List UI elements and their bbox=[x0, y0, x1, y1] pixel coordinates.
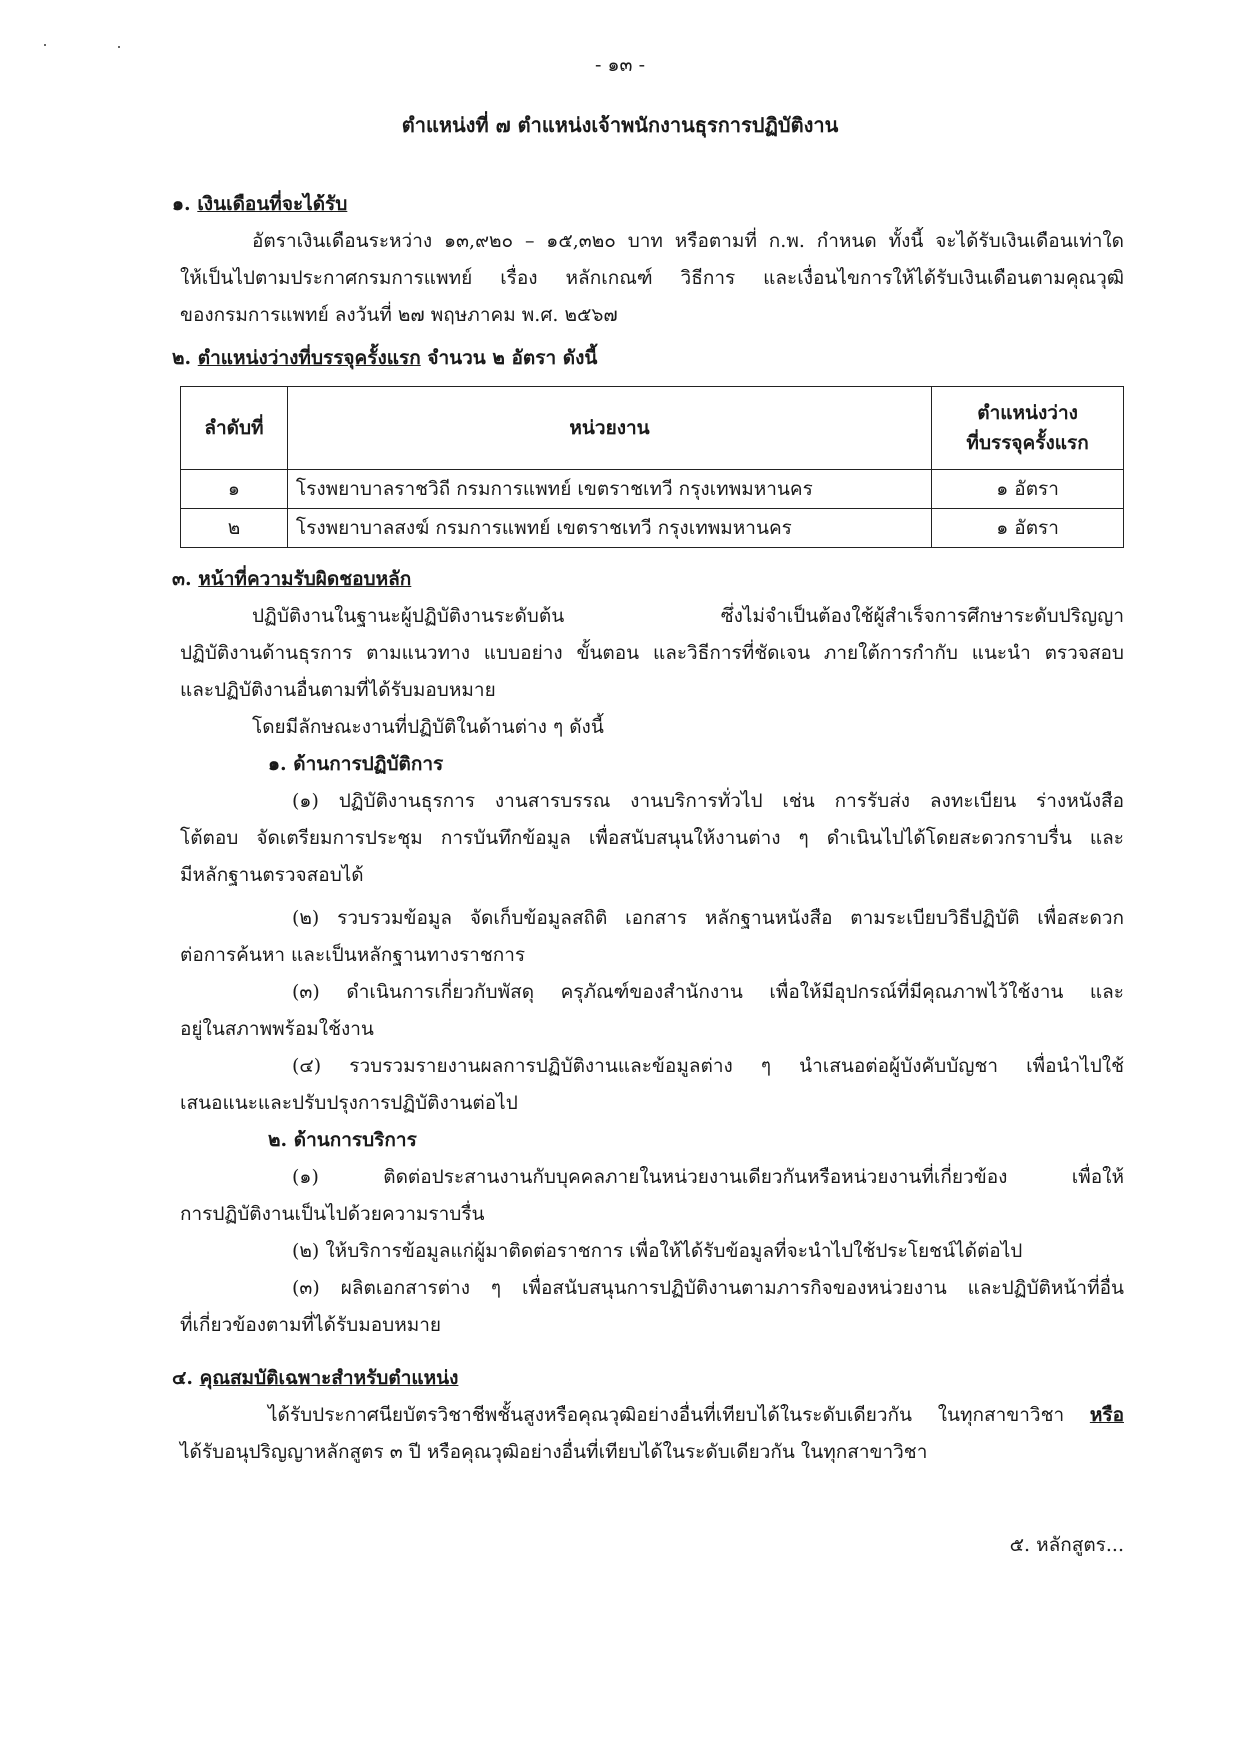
section-4-title: คุณสมบัติเฉพาะสำหรับตำแหน่ง bbox=[199, 1367, 459, 1389]
vacancy-table bbox=[180, 386, 1124, 548]
section-4-heading bbox=[172, 1365, 458, 1391]
header-vacancy-line-2: ที่บรรจุครั้งแรก bbox=[966, 432, 1089, 454]
row-count: ๑ อัตรา bbox=[932, 470, 1124, 509]
qualification-text-1: ได้รับประกาศนียบัตรวิชาชีพชั้นสูงหรือคุณวุฒิอย่างอื่นที่เทียบได้ในระดับเดียวกัน ในทุกสาขาวิชา bbox=[268, 1404, 1065, 1426]
section-2-title: ตำแหน่งว่างที่บรรจุครั้งแรก bbox=[197, 347, 421, 369]
ops-item-4-line-1: (๔) รวบรวมรายงานผลการปฏิบัติงานและข้อมูลต่าง ๆ นำเสนอต่อผู้บังคับบัญชา เพื่อนำไปใช้ bbox=[292, 1055, 1124, 1077]
duty-lead: โดยมีลักษณะงานที่ปฏิบัติในด้านต่าง ๆ ดังนี้ bbox=[252, 716, 604, 738]
header-vacancy-line-1: ตำแหน่งว่าง bbox=[977, 402, 1078, 424]
ops-item-3-line-2: อยู่ในสภาพพร้อมใช้งาน bbox=[180, 1018, 374, 1040]
section-3-heading bbox=[172, 566, 411, 592]
salary-line-1: อัตราเงินเดือนระหว่าง ๑๓,๙๒๐ – ๑๕,๓๒๐ บาท หรือตามที่ ก.พ. กำหนด ทั้งนี้ จะได้รับเงินเดือนเท่าใด bbox=[252, 230, 1124, 252]
ops-item-3-line-1: (๓) ดำเนินการเกี่ยวกับพัสดุ ครุภัณฑ์ของสำนักงาน เพื่อให้มีอุปกรณ์ที่มีคุณภาพไว้ใช้งาน และ bbox=[292, 981, 1124, 1003]
svc-item-1-line-1: (๑) ติดต่อประสานงานกับบุคคลภายในหน่วยงานเดียวกันหรือหน่วยงานที่เกี่ยวข้อง เพื่อให้ bbox=[292, 1166, 1124, 1188]
row-order: ๒ bbox=[181, 509, 288, 548]
duty-intro-line-2: ปฏิบัติงานด้านธุรการ ตามแนวทาง แบบอย่าง ขั้นตอน และวิธีการที่ชัดเจน ภายใต้การกำกับ แนะนำ ตรวจสอบ bbox=[180, 642, 1124, 664]
duty-intro-line-1: ปฏิบัติงานในฐานะผู้ปฏิบัติงานระดับต้น ซึ่งไม่จำเป็นต้องใช้ผู้สำเร็จการศึกษาระดับปริญญา bbox=[252, 605, 1124, 627]
row-count: ๑ อัตรา bbox=[932, 509, 1124, 548]
section-1-title: เงินเดือนที่จะได้รับ bbox=[197, 193, 348, 215]
section-3-number: ๓. bbox=[172, 568, 192, 590]
section-1-number: ๑. bbox=[172, 193, 191, 215]
section-2-heading bbox=[172, 345, 597, 371]
row-unit: โรงพยาบาลสงฆ์ กรมการแพทย์ เขตราชเทวี กรุงเทพมหานคร bbox=[287, 509, 931, 548]
section-1-heading bbox=[172, 191, 347, 217]
section-2-count: จำนวน ๒ อัตรา ดังนี้ bbox=[420, 347, 598, 369]
salary-line-3: ของกรมการแพทย์ ลงวันที่ ๒๗ พฤษภาคม พ.ศ. ๒๕๖๗ bbox=[180, 304, 618, 326]
qualification-or: หรือ bbox=[1089, 1404, 1124, 1426]
ops-item-2-line-1: (๒) รวบรวมข้อมูล จัดเก็บข้อมูลสถิติ เอกสาร หลักฐานหนังสือ ตามระเบียบวิธีปฏิบัติ เพื่อสะดวก bbox=[292, 907, 1124, 929]
section-4-number: ๔. bbox=[172, 1367, 193, 1389]
header-unit: หน่วยงาน bbox=[287, 387, 931, 470]
svc-item-1-line-2: การปฏิบัติงานเป็นไปด้วยความราบรื่น bbox=[180, 1203, 485, 1225]
header-order: ลำดับที่ bbox=[181, 387, 288, 470]
ops-item-1-line-2: โต้ตอบ จัดเตรียมการประชุม การบันทึกข้อมูล เพื่อสนับสนุนให้งานต่าง ๆ ดำเนินไปได้โดยสะดวกราบรื่น และ bbox=[180, 827, 1124, 849]
table-row bbox=[181, 470, 1124, 509]
scan-speck bbox=[118, 46, 120, 48]
table-row bbox=[181, 509, 1124, 548]
svc-item-3-line-1: (๓) ผลิตเอกสารต่าง ๆ เพื่อสนับสนุนการปฏิบัติงานตามภารกิจของหน่วยงาน และปฏิบัติหน้าที่อื่น bbox=[292, 1277, 1124, 1299]
page-number: - ๑๓ - bbox=[595, 54, 645, 76]
ops-item-1-line-3: มีหลักฐานตรวจสอบได้ bbox=[180, 864, 364, 886]
subsection-operations-heading: ๑. ด้านการปฏิบัติการ bbox=[268, 753, 444, 775]
salary-line-2: ให้เป็นไปตามประกาศกรมการแพทย์ เรื่อง หลักเกณฑ์ วิธีการ และเงื่อนไขการให้ได้รับเงินเดือนตามคุณวุฒิ bbox=[180, 267, 1124, 289]
section-2-number: ๒. bbox=[172, 347, 192, 369]
duty-intro-line-3: และปฏิบัติงานอื่นตามที่ได้รับมอบหมาย bbox=[180, 679, 496, 701]
ops-item-2-line-2: ต่อการค้นหา และเป็นหลักฐานทางราชการ bbox=[180, 944, 526, 966]
row-unit: โรงพยาบาลราชวิถี กรมการแพทย์ เขตราชเทวี กรุงเทพมหานคร bbox=[287, 470, 931, 509]
ops-item-1-line-1: (๑) ปฏิบัติงานธุรการ งานสารบรรณ งานบริการทั่วไป เช่น การรับส่ง ลงทะเบียน ร่างหนังสือ bbox=[292, 790, 1124, 812]
svc-item-2: (๒) ให้บริการข้อมูลแก่ผู้มาติดต่อราชการ เพื่อให้ได้รับข้อมูลที่จะนำไปใช้ประโยชน์ได้ต่อไป bbox=[292, 1240, 1023, 1262]
header-vacancy bbox=[932, 387, 1124, 470]
position-title: ตำแหน่งที่ ๗ ตำแหน่งเจ้าพนักงานธุรการปฏิบัติงาน bbox=[401, 113, 839, 137]
scan-speck bbox=[44, 44, 46, 46]
table-header-row bbox=[181, 387, 1124, 470]
qualification-line-2: ได้รับอนุปริญญาหลักสูตร ๓ ปี หรือคุณวุฒิอย่างอื่นที่เทียบได้ในระดับเดียวกัน ในทุกสาขาวิชา bbox=[180, 1441, 928, 1463]
continuation-marker: ๕. หลักสูตร... bbox=[1009, 1534, 1124, 1556]
row-order: ๑ bbox=[181, 470, 288, 509]
svc-item-3-line-2: ที่เกี่ยวข้องตามที่ได้รับมอบหมาย bbox=[180, 1314, 442, 1336]
qualification-line-1 bbox=[268, 1402, 1124, 1428]
subsection-service-heading: ๒. ด้านการบริการ bbox=[268, 1129, 417, 1151]
ops-item-4-line-2: เสนอแนะและปรับปรุงการปฏิบัติงานต่อไป bbox=[180, 1092, 518, 1114]
section-3-title: หน้าที่ความรับผิดชอบหลัก bbox=[198, 568, 412, 590]
